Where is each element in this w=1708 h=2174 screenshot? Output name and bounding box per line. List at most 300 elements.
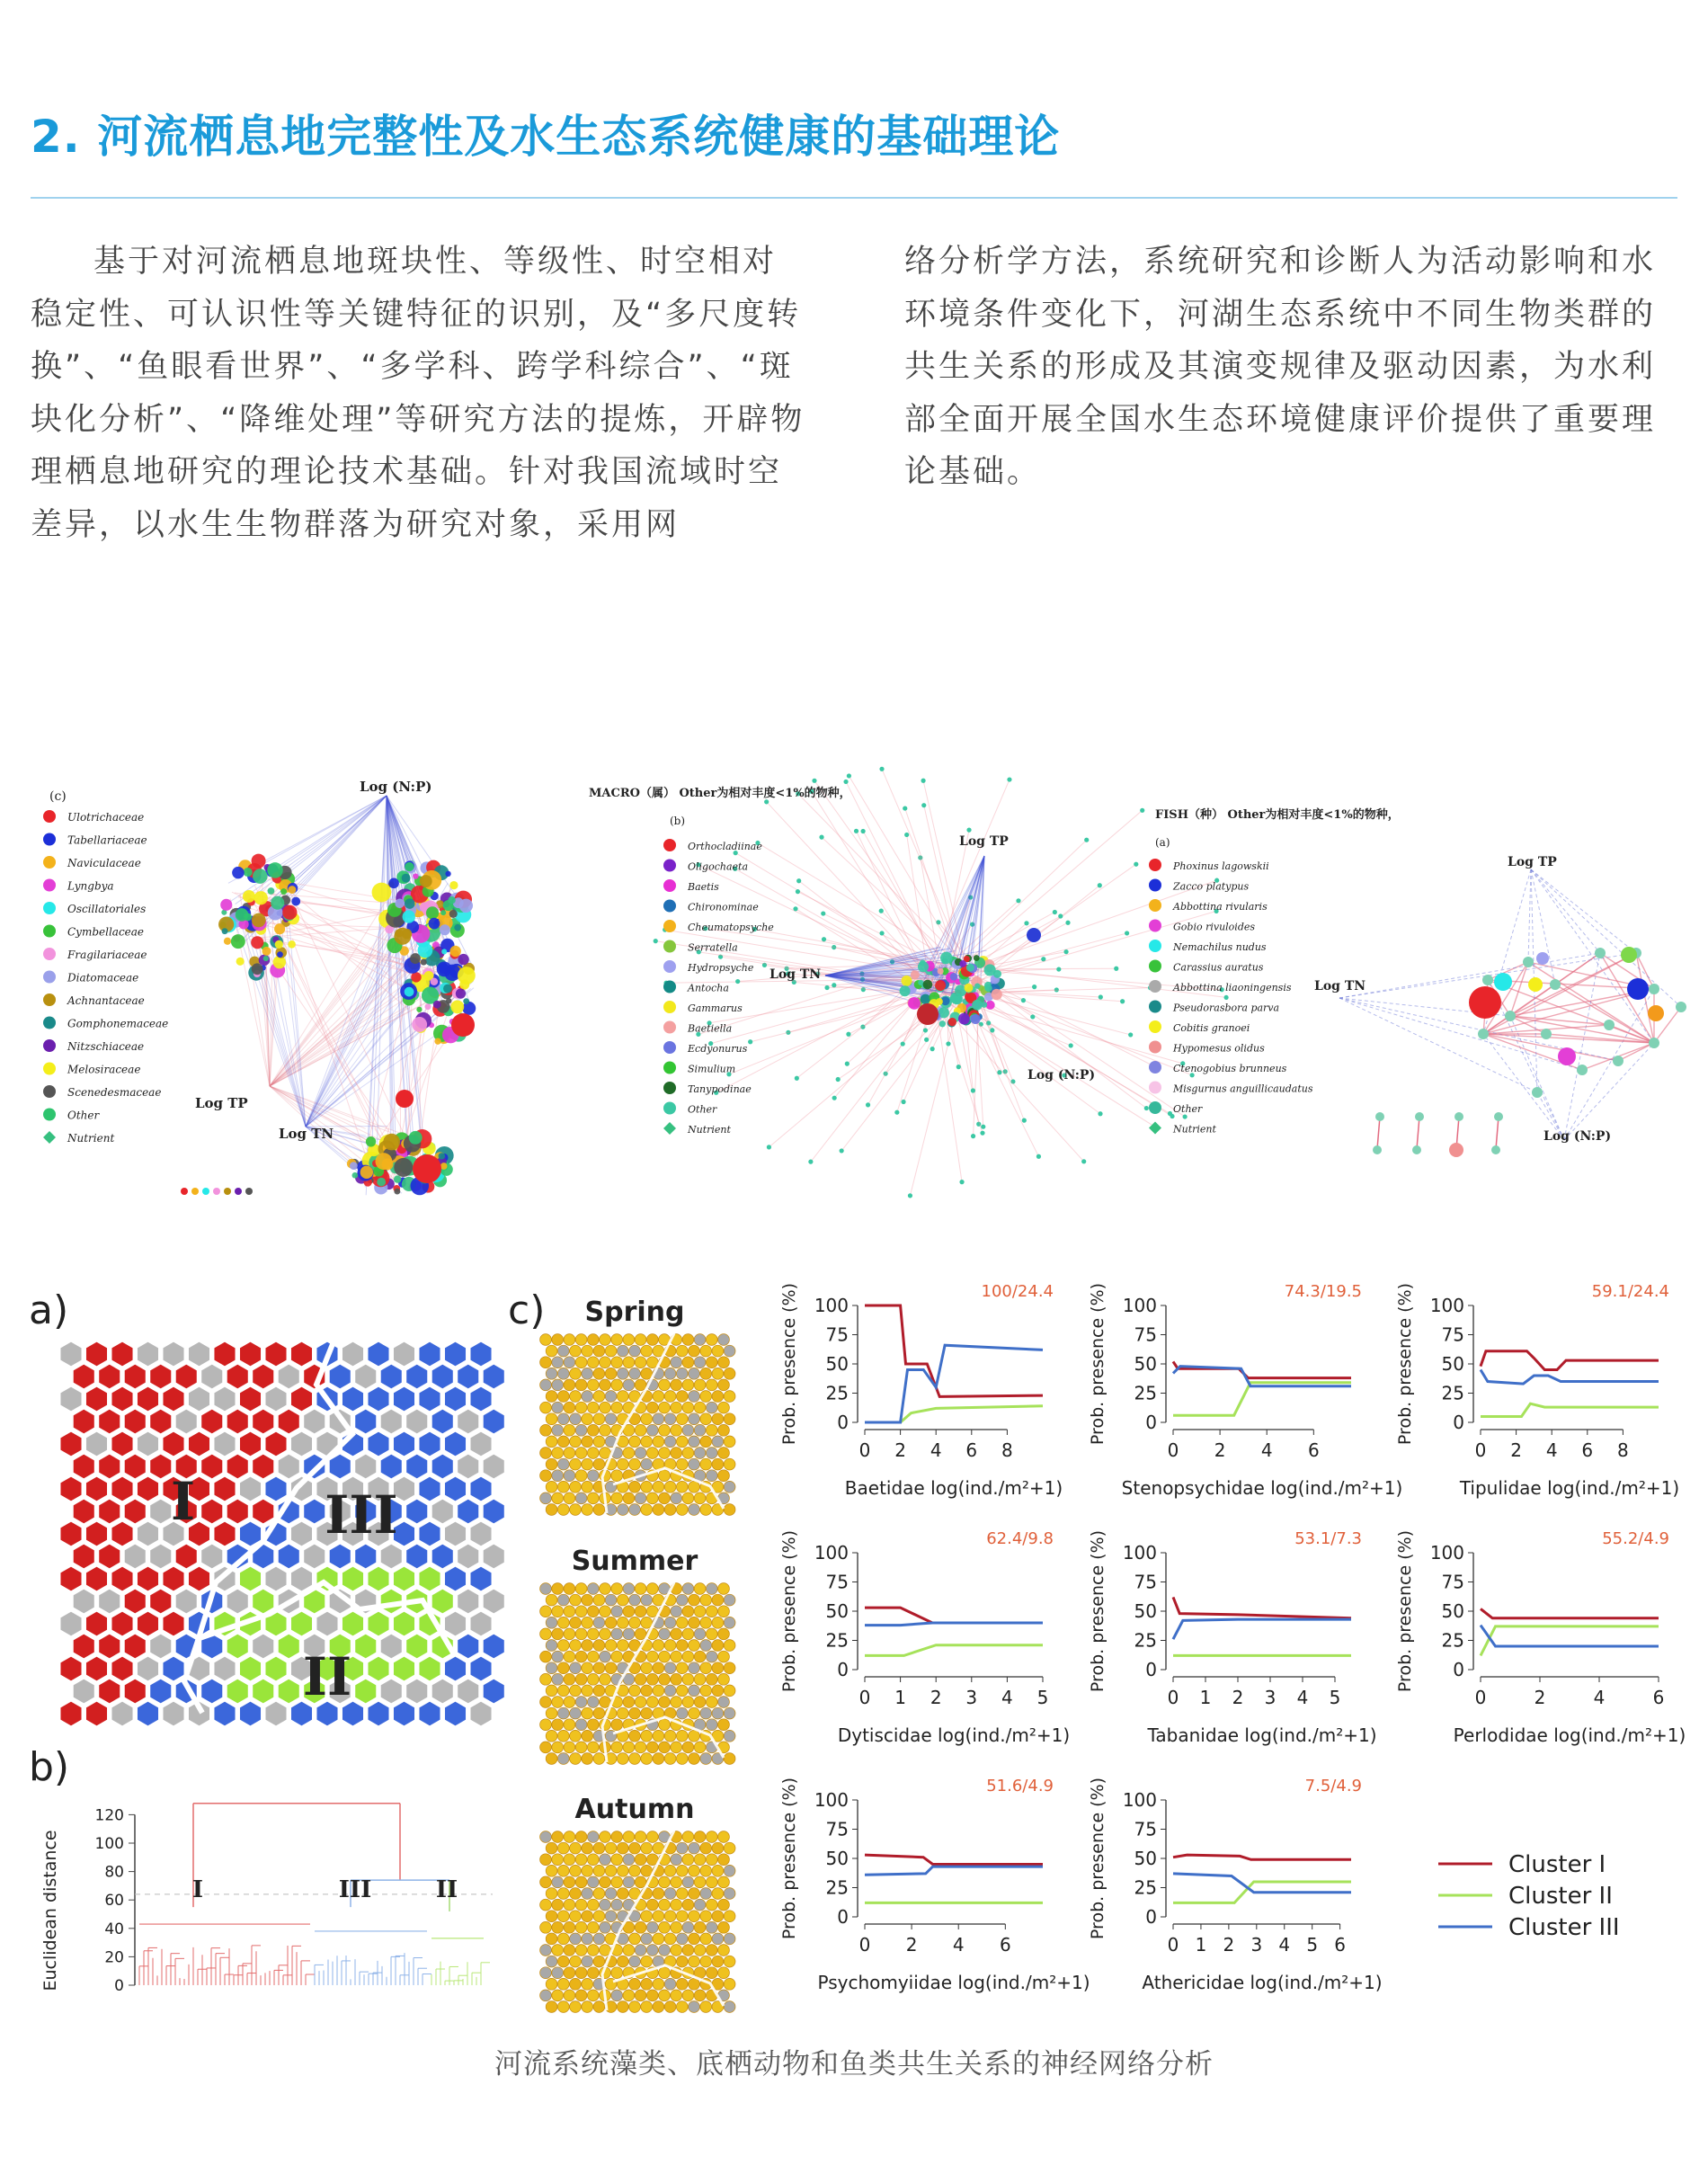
season-som-cell xyxy=(706,1831,717,1843)
algae-node xyxy=(352,1172,359,1179)
season-som-cell xyxy=(587,1876,599,1888)
macro-node xyxy=(1081,1159,1086,1163)
som-hex-cell xyxy=(201,1364,223,1389)
macro-node xyxy=(832,983,836,987)
cluster-label: I xyxy=(191,1876,204,1903)
legend-circle-marker xyxy=(663,860,676,872)
season-som-cell xyxy=(552,1990,564,2001)
season-som-cell xyxy=(641,1436,653,1448)
season-som-cell xyxy=(557,1888,569,1900)
season-som-cell xyxy=(671,1357,682,1368)
season-som-cell xyxy=(575,1742,587,1753)
x-tick-label: 6 xyxy=(1581,1439,1594,1461)
season-som-cell xyxy=(641,1458,653,1470)
macro-node xyxy=(939,1020,946,1027)
macro-node xyxy=(974,955,980,961)
som-hex-cell xyxy=(111,1341,133,1367)
season-som-cell xyxy=(587,1583,599,1595)
macro-node xyxy=(971,1134,975,1138)
season-som-cell xyxy=(718,1921,730,1933)
legend-circle-marker xyxy=(1149,899,1161,912)
som-hex-cell xyxy=(201,1454,223,1479)
season-som-cell xyxy=(724,1640,735,1652)
y-tick-label: 0 xyxy=(837,1906,849,1928)
som-hex-cell xyxy=(85,1611,107,1636)
y-tick-label: 0 xyxy=(837,1412,849,1433)
season-som-cell xyxy=(582,1730,593,1742)
som-hex-cell xyxy=(278,1364,299,1389)
season-som-cell xyxy=(593,1842,605,1854)
season-som-cell xyxy=(635,1606,646,1617)
algae-node xyxy=(220,899,232,911)
som-hex-cell xyxy=(393,1431,414,1457)
season-som-cell xyxy=(540,1606,552,1617)
season-som-cell xyxy=(611,1334,623,1346)
season-som-cell xyxy=(582,1978,593,1990)
series-line xyxy=(865,1645,1043,1656)
season-som-cell xyxy=(712,1956,724,1967)
x-tick-label: 0 xyxy=(858,1439,871,1461)
season-som-cell xyxy=(671,1854,682,1866)
season-som-cell xyxy=(617,1956,628,1967)
chart-annotation: 53.1/7.3 xyxy=(1294,1529,1362,1548)
season-som-cell xyxy=(600,1876,611,1888)
season-som-cell xyxy=(564,1357,575,1368)
macro-node xyxy=(911,970,920,979)
legend-label: Achnantaceae xyxy=(67,994,145,1007)
legend-circle-marker xyxy=(43,1063,56,1075)
legend-label: Gammarus xyxy=(688,1002,743,1014)
som-hex-cell xyxy=(419,1386,440,1412)
season-som-cell xyxy=(682,1448,694,1459)
season-som-cell xyxy=(641,1594,653,1606)
season-som-cell xyxy=(582,1458,593,1470)
season-som-cell xyxy=(564,1990,575,2001)
som-hex-cell xyxy=(163,1341,184,1367)
fish-node xyxy=(1478,1029,1489,1039)
season-som-cell xyxy=(706,1899,717,1911)
legend-label: Baetiella xyxy=(688,1022,733,1035)
season-som-cell xyxy=(600,1606,611,1617)
som-hex-cell xyxy=(380,1634,402,1659)
som-hex-cell xyxy=(201,1499,223,1524)
som-hex-cell xyxy=(393,1656,414,1681)
legend-label: Scenedesmaceae xyxy=(67,1086,162,1099)
algae-node xyxy=(409,1131,423,1145)
season-som-cell xyxy=(557,1753,569,1765)
season-som-cell xyxy=(593,1345,605,1357)
season-som-cell xyxy=(694,1357,706,1368)
season-som-cell xyxy=(700,1888,712,1900)
som-hex-cell xyxy=(368,1431,389,1457)
season-som-cell xyxy=(664,1685,676,1697)
season-som-cell xyxy=(694,1402,706,1413)
som-hex-cell xyxy=(85,1521,107,1546)
legend-label: Serratella xyxy=(688,941,738,954)
macro-node xyxy=(930,1047,935,1051)
algae-node xyxy=(421,959,427,966)
hub-label: Log TP xyxy=(959,834,1009,849)
season-som-cell xyxy=(653,1911,664,1922)
y-tick-label: 100 xyxy=(814,1789,849,1811)
hub-label: Log TN xyxy=(279,1126,334,1142)
season-som-cell xyxy=(694,1990,706,2001)
series-line xyxy=(865,1406,1043,1422)
series-line xyxy=(1481,1370,1659,1385)
som-hex-cell xyxy=(253,1409,274,1434)
season-som-cell xyxy=(694,1492,706,1504)
season-som-cell xyxy=(570,1368,582,1379)
season-som-cell xyxy=(724,1842,735,1854)
som-hex-cell xyxy=(85,1566,107,1591)
season-som-cell xyxy=(671,1448,682,1459)
som-hex-cell xyxy=(85,1476,107,1501)
season-som-cell xyxy=(629,1436,641,1448)
season-som-cell xyxy=(611,1606,623,1617)
season-som-cell xyxy=(557,1933,569,1945)
season-som-cell xyxy=(617,1504,628,1516)
season-som-cell xyxy=(724,2001,735,2013)
som-hex-cell xyxy=(175,1409,197,1434)
season-som-cell xyxy=(575,1651,587,1662)
season-som-cell xyxy=(600,1651,611,1662)
som-hex-cell xyxy=(137,1611,158,1636)
macro-node xyxy=(950,973,958,981)
som-hex-cell xyxy=(278,1409,299,1434)
season-som-cell xyxy=(575,1470,587,1482)
som-hex-cell xyxy=(214,1386,236,1412)
som-hex-cell xyxy=(304,1409,325,1434)
season-som-cell xyxy=(587,1697,599,1708)
network-edge xyxy=(1564,1043,1654,1140)
season-som-cell xyxy=(540,1742,552,1753)
som-hex-cell xyxy=(60,1701,82,1726)
season-som-cell xyxy=(593,1707,605,1719)
algae-node xyxy=(395,899,405,909)
season-som-cell xyxy=(552,1673,564,1685)
legend-label: Fragilariaceae xyxy=(67,949,147,961)
season-som-cell xyxy=(706,1719,717,1731)
season-som-cell xyxy=(593,1956,605,1967)
y-tick-label: 0 xyxy=(1145,1412,1157,1433)
som-hex-cell xyxy=(150,1454,172,1479)
season-som-cell xyxy=(706,1921,717,1933)
y-tick-label: 75 xyxy=(1134,1571,1157,1593)
season-som-cell xyxy=(653,1640,664,1652)
algae-node xyxy=(377,1178,386,1187)
season-som-cell xyxy=(564,1697,575,1708)
algae-node xyxy=(288,940,296,949)
season-som-cell xyxy=(641,1617,653,1628)
som-hex-cell xyxy=(150,1364,172,1389)
macro-node xyxy=(1120,999,1125,1003)
season-som-cell xyxy=(540,1697,552,1708)
som-hex-cell xyxy=(99,1589,120,1614)
season-som-cell xyxy=(617,1617,628,1628)
season-som-cell xyxy=(641,1911,653,1922)
macro-node xyxy=(959,1180,964,1184)
macro-node xyxy=(981,1125,985,1129)
cluster-label: III xyxy=(338,1876,372,1903)
season-som-cell xyxy=(552,1876,564,1888)
season-som-cell xyxy=(611,1990,623,2001)
som-hex-cell xyxy=(227,1454,248,1479)
macro-node xyxy=(735,979,740,984)
algae-node xyxy=(383,1134,400,1151)
legend-circle-marker xyxy=(663,1021,676,1034)
som-hex-cell xyxy=(329,1544,351,1569)
som-hex-cell xyxy=(214,1476,236,1501)
som-hex-cell xyxy=(265,1701,287,1726)
cluster-label: I xyxy=(171,1471,196,1532)
algae-node xyxy=(288,886,296,894)
y-tick-label: 50 xyxy=(1441,1353,1464,1375)
season-som-cell xyxy=(593,1413,605,1425)
season-som-cell xyxy=(724,1413,735,1425)
algae-node xyxy=(280,888,287,895)
season-som-cell xyxy=(671,1379,682,1391)
season-som-cell xyxy=(582,1481,593,1492)
season-som-cell xyxy=(712,1345,724,1357)
season-som-cell xyxy=(611,1492,623,1504)
season-som-cell xyxy=(724,1504,735,1516)
season-som-cell xyxy=(706,1606,717,1617)
som-hex-cell xyxy=(163,1431,184,1457)
som-hex-cell xyxy=(111,1611,133,1636)
som-hex-cell xyxy=(458,1454,479,1479)
season-som-cell xyxy=(575,1831,587,1843)
season-som-cell xyxy=(682,1742,694,1753)
season-som-cell xyxy=(611,1831,623,1843)
hub-label: Log (N:P) xyxy=(1543,1129,1612,1144)
season-som-cell xyxy=(552,1899,564,1911)
fish-node xyxy=(1412,1145,1421,1154)
legend-circle-marker xyxy=(43,1109,56,1121)
som-hex-cell xyxy=(111,1386,133,1412)
season-som-cell xyxy=(540,1831,552,1843)
macro-node xyxy=(924,1038,929,1042)
som-hex-cell xyxy=(483,1634,504,1659)
som-hex-cell xyxy=(444,1566,466,1591)
season-som-cell xyxy=(552,1402,564,1413)
season-som-cell xyxy=(694,1628,706,1640)
season-som-cell xyxy=(689,1594,700,1606)
y-tick-label: 50 xyxy=(1134,1600,1157,1622)
line-chart xyxy=(779,1282,1063,1499)
season-som-cell xyxy=(641,1413,653,1425)
som-hex-cell xyxy=(470,1656,492,1681)
season-som-cell xyxy=(546,1413,557,1425)
som-hex-cell xyxy=(73,1679,94,1704)
macro-node xyxy=(795,1076,799,1081)
legend-label: Pseudorasbora parva xyxy=(1173,1002,1280,1014)
season-som-cell xyxy=(582,1842,593,1854)
season-som-cell xyxy=(540,1448,552,1459)
season-som-cell xyxy=(724,1956,735,1967)
fish-node xyxy=(1375,1112,1384,1121)
season-som-cell xyxy=(540,1424,552,1436)
macro-node xyxy=(972,1000,983,1011)
season-som-cell xyxy=(706,1424,717,1436)
som-hex-cell xyxy=(111,1656,133,1681)
season-som-cell xyxy=(582,1436,593,1448)
macro-node xyxy=(908,1193,912,1198)
x-tick-label: 4 xyxy=(1278,1934,1291,1956)
fish-node xyxy=(1469,986,1501,1019)
y-tick-label: 100 xyxy=(1122,1789,1157,1811)
season-som-cell xyxy=(635,1628,646,1640)
season-som-cell xyxy=(676,1730,688,1742)
season-som-cell xyxy=(653,1685,664,1697)
macro-node xyxy=(748,1039,752,1044)
season-som-cell xyxy=(694,1334,706,1346)
x-tick-label: 0 xyxy=(1474,1439,1487,1461)
som-hex-cell xyxy=(483,1409,504,1434)
season-som-cell xyxy=(587,1854,599,1866)
season-som-cell xyxy=(600,1357,611,1368)
season-som-cell xyxy=(689,1504,700,1516)
season-som-cell xyxy=(611,1854,623,1866)
som-hex-cell xyxy=(73,1544,94,1569)
algae-node xyxy=(429,918,440,930)
macro-node xyxy=(908,997,921,1010)
network-edge xyxy=(1417,1117,1419,1149)
season-som-cell xyxy=(546,1911,557,1922)
x-tick-label: 2 xyxy=(1510,1439,1522,1461)
algae-node xyxy=(405,862,414,871)
fish-node xyxy=(1532,1087,1543,1098)
macro-node xyxy=(966,964,974,972)
legend-circle-marker xyxy=(1149,960,1161,973)
algae-node xyxy=(413,1154,441,1183)
algae-node xyxy=(439,1153,445,1159)
season-som-cell xyxy=(552,1831,564,1843)
algae-node xyxy=(245,1188,253,1195)
season-som-cell xyxy=(641,1753,653,1765)
season-som-cell xyxy=(557,1617,569,1628)
som-hex-cell xyxy=(239,1386,261,1412)
season-som-cell xyxy=(712,1458,724,1470)
macro-node xyxy=(812,779,816,783)
som-hex-cell xyxy=(99,1544,120,1569)
season-som-cell xyxy=(540,1379,552,1391)
som-hex-cell xyxy=(111,1701,133,1726)
season-som-cell xyxy=(546,1730,557,1742)
legend-circle-marker xyxy=(663,900,676,913)
season-som-cell xyxy=(605,1911,617,1922)
season-som-cell xyxy=(700,1933,712,1945)
season-som-cell xyxy=(664,1617,676,1628)
season-som-cell xyxy=(676,1933,688,1945)
season-som-cell xyxy=(676,1617,688,1628)
season-som-cell xyxy=(635,1990,646,2001)
season-som-cell xyxy=(575,1967,587,1979)
algae-node xyxy=(446,998,451,1003)
season-som-cell xyxy=(724,1911,735,1922)
season-som-cell xyxy=(706,1628,717,1640)
season-som-cell xyxy=(540,1854,552,1866)
season-som-cell xyxy=(653,1413,664,1425)
x-tick-label: 4 xyxy=(952,1934,965,1956)
season-som-cell xyxy=(557,2001,569,2013)
macro-node xyxy=(654,939,658,943)
algae-node xyxy=(291,897,300,906)
season-som-cell xyxy=(629,1707,641,1719)
som-hex-cell xyxy=(444,1341,466,1367)
season-som-cell xyxy=(629,1753,641,1765)
season-som-cell xyxy=(671,1921,682,1933)
season-som-cell xyxy=(641,2001,653,2013)
season-som-cell xyxy=(552,1945,564,1956)
season-som-cell xyxy=(617,1368,628,1379)
legend-circle-marker xyxy=(43,971,56,984)
season-som-cell xyxy=(724,1617,735,1628)
algae-node xyxy=(440,1163,448,1170)
season-som-cell xyxy=(694,1379,706,1391)
season-som-cell xyxy=(605,1617,617,1628)
season-som-cell xyxy=(546,1707,557,1719)
som-hex-cell xyxy=(239,1566,261,1591)
season-som-cell xyxy=(546,1436,557,1448)
season-som-cell xyxy=(712,1662,724,1674)
season-som-cell xyxy=(629,1594,641,1606)
network-edge xyxy=(1528,869,1531,962)
algae-node xyxy=(275,940,283,949)
legend-circle-marker xyxy=(43,810,56,823)
macro-node xyxy=(1032,985,1036,989)
legend-circle-marker xyxy=(663,940,676,953)
algae-node xyxy=(395,929,403,937)
legend-label: Misgurnus anguillicaudatus xyxy=(1173,1083,1313,1095)
season-som-cell xyxy=(575,1357,587,1368)
som-hex-cell xyxy=(85,1431,107,1457)
season-som-cell xyxy=(582,1368,593,1379)
som-hex-cell xyxy=(470,1431,492,1457)
som-hex-cell xyxy=(124,1679,146,1704)
season-som-cell xyxy=(706,1379,717,1391)
season-som-cell xyxy=(593,1391,605,1403)
season-som-cell xyxy=(540,1583,552,1595)
macro-node xyxy=(921,779,925,783)
season-som-cell xyxy=(564,1854,575,1866)
panel-label: (c) xyxy=(49,789,67,804)
season-som-cell xyxy=(671,1402,682,1413)
algae-node xyxy=(274,923,285,934)
y-tick-label: 75 xyxy=(1134,1323,1157,1346)
season-som-cell xyxy=(593,1865,605,1876)
season-som-cell xyxy=(557,1345,569,1357)
x-tick-label: 5 xyxy=(1329,1687,1341,1708)
season-som-cell xyxy=(617,1640,628,1652)
season-som-cell xyxy=(582,1888,593,1900)
y-tick-label: 0 xyxy=(1453,1412,1464,1433)
season-som-cell xyxy=(587,1448,599,1459)
som-hex-cell xyxy=(60,1566,82,1591)
season-som-cell xyxy=(629,1933,641,1945)
season-som-cell xyxy=(682,1921,694,1933)
season-som-cell xyxy=(689,1481,700,1492)
season-som-cell xyxy=(611,1402,623,1413)
season-som-cell xyxy=(694,1742,706,1753)
algae-node xyxy=(254,891,268,904)
legend-label: Diatomaceae xyxy=(67,971,139,985)
season-som-cell xyxy=(546,1685,557,1697)
season-som-cell xyxy=(629,1458,641,1470)
season-som-cell xyxy=(570,1707,582,1719)
season-som-cell xyxy=(700,1413,712,1425)
y-tick-label: 25 xyxy=(825,1629,849,1652)
macro-node xyxy=(845,1062,850,1066)
